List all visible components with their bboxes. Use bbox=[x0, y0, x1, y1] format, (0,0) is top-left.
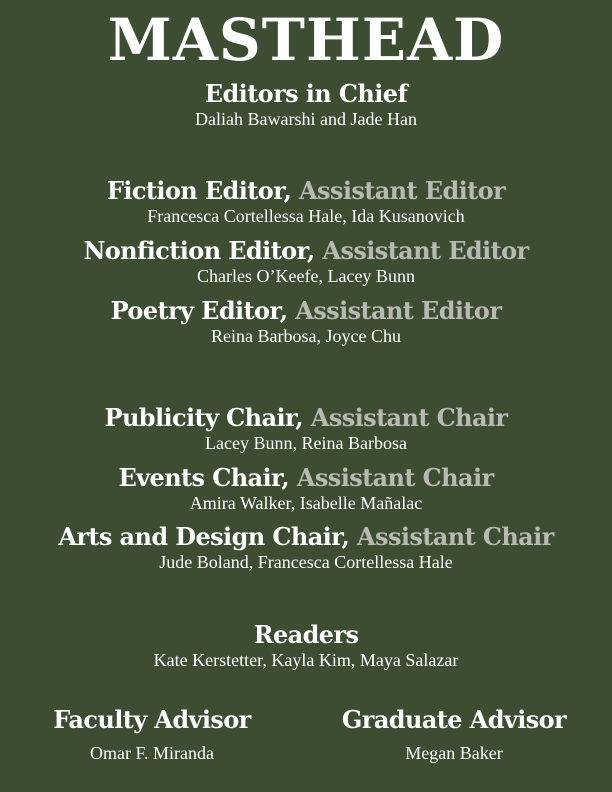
poetry-editor-title: Poetry Editor, bbox=[110, 296, 288, 325]
page-title: MASTHEAD bbox=[107, 6, 505, 74]
faculty-advisor-block bbox=[32, 706, 272, 764]
publicity-chair-title: Publicity Chair, bbox=[104, 403, 304, 432]
nonfiction-assistant-title: Assistant Editor bbox=[322, 236, 529, 265]
fiction-editor-title: Fiction Editor, bbox=[106, 176, 292, 205]
events-chair-names: Amira Walker, Isabelle Mañalac bbox=[189, 493, 423, 513]
nonfiction-editor-title: Nonfiction Editor, bbox=[83, 236, 315, 265]
nonfiction-editor-role bbox=[0, 237, 612, 265]
readers-names: Kate Kerstetter, Kayla Kim, Maya Salazar bbox=[153, 650, 459, 670]
fiction-editor-role bbox=[0, 177, 612, 205]
poetry-editor-names: Reina Barbosa, Joyce Chu bbox=[211, 326, 401, 346]
fiction-editor-names: Francesca Cortellessa Hale, Ida Kusanovich bbox=[147, 206, 465, 226]
readers-block bbox=[0, 621, 612, 671]
arts-design-chair-role bbox=[0, 523, 612, 551]
fiction-assistant-title: Assistant Editor bbox=[298, 176, 506, 205]
arts-design-assistant-title: Assistant Chair bbox=[357, 522, 554, 551]
publicity-chair-names: Lacey Bunn, Reina Barbosa bbox=[205, 433, 407, 453]
editors-in-chief-block bbox=[0, 80, 612, 130]
arts-design-chair-names: Jude Boland, Francesca Cortellessa Hale bbox=[159, 552, 453, 572]
publicity-chair-role bbox=[0, 404, 612, 432]
poetry-assistant-title: Assistant Editor bbox=[295, 296, 502, 325]
events-chair-title: Events Chair, bbox=[118, 463, 290, 492]
events-chair-role bbox=[0, 464, 612, 492]
fiction-editor-block bbox=[0, 177, 612, 227]
nonfiction-editor-names: Charles O’Keefe, Lacey Bunn bbox=[197, 266, 415, 286]
publicity-assistant-title: Assistant Chair bbox=[310, 403, 508, 432]
arts-design-chair-block bbox=[0, 523, 612, 573]
faculty-advisor-name: Omar F. Miranda bbox=[89, 743, 215, 763]
readers-role: Readers bbox=[253, 620, 359, 649]
events-assistant-title: Assistant Chair bbox=[296, 463, 494, 492]
editors-in-chief-names: Daliah Bawarshi and Jade Han bbox=[195, 109, 417, 129]
poetry-editor-block bbox=[0, 297, 612, 347]
graduate-advisor-block bbox=[334, 706, 574, 764]
graduate-advisor-role: Graduate Advisor bbox=[341, 705, 567, 734]
faculty-advisor-role: Faculty Advisor bbox=[53, 705, 251, 734]
nonfiction-editor-block bbox=[0, 237, 612, 287]
poetry-editor-role bbox=[0, 297, 612, 325]
publicity-chair-block bbox=[0, 404, 612, 454]
graduate-advisor-name: Megan Baker bbox=[405, 743, 503, 763]
events-chair-block bbox=[0, 464, 612, 514]
arts-design-chair-title: Arts and Design Chair, bbox=[58, 522, 350, 551]
editors-in-chief-role: Editors in Chief bbox=[204, 79, 408, 108]
